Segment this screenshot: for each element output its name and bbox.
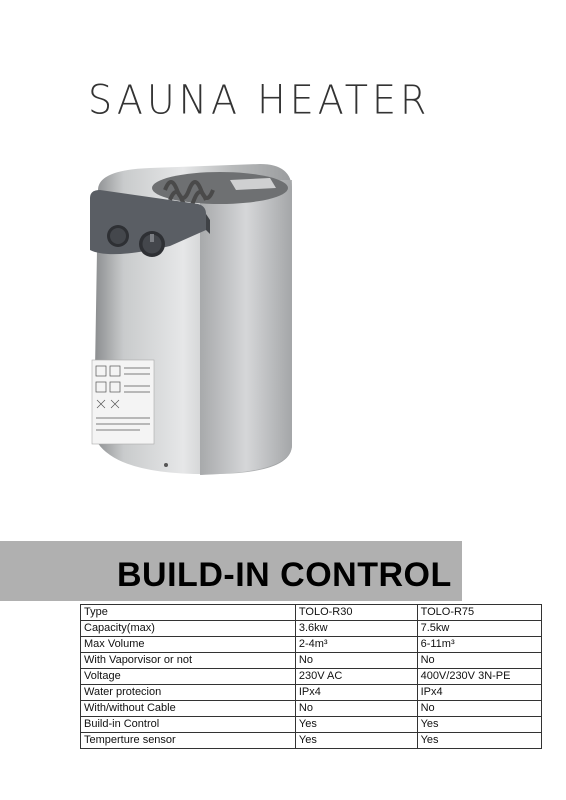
spec-label: With Vaporvisor or not <box>81 653 296 669</box>
spec-value: 7.5kw <box>417 621 541 637</box>
spec-value: Yes <box>417 733 541 749</box>
section-title: BUILD-IN CONTROL <box>117 556 452 594</box>
table-row <box>81 701 542 717</box>
spec-label: Capacity(max) <box>81 621 296 637</box>
spec-value: No <box>417 701 541 717</box>
spec-value: Yes <box>295 733 417 749</box>
spec-label: Temperture sensor <box>81 733 296 749</box>
spec-value: 230V AC <box>295 669 417 685</box>
spec-value: 2-4m³ <box>295 637 417 653</box>
spec-value: No <box>417 653 541 669</box>
spec-value: IPx4 <box>417 685 541 701</box>
spec-value: Yes <box>417 717 541 733</box>
table-row <box>81 717 542 733</box>
spec-value: TOLO-R30 <box>295 605 417 621</box>
table-row <box>81 733 542 749</box>
spec-value: 400V/230V 3N-PE <box>417 669 541 685</box>
table-row <box>81 637 542 653</box>
table-row <box>81 653 542 669</box>
spec-value: IPx4 <box>295 685 417 701</box>
spec-table <box>80 604 542 749</box>
spec-label: With/without Cable <box>81 701 296 717</box>
spec-label: Voltage <box>81 669 296 685</box>
table-row <box>81 605 542 621</box>
spec-label: Water protecion <box>81 685 296 701</box>
table-row <box>81 685 542 701</box>
spec-value: Yes <box>295 717 417 733</box>
page-title: SAUNA HEATER <box>88 76 431 124</box>
table-row <box>81 669 542 685</box>
sauna-heater-image <box>70 150 330 490</box>
table-row <box>81 621 542 637</box>
spec-value: No <box>295 701 417 717</box>
spec-value: 6-11m³ <box>417 637 541 653</box>
spec-label: Max Volume <box>81 637 296 653</box>
spec-value: TOLO-R75 <box>417 605 541 621</box>
spec-label: Build-in Control <box>81 717 296 733</box>
spec-value: 3.6kw <box>295 621 417 637</box>
spec-label: Type <box>81 605 296 621</box>
spec-value: No <box>295 653 417 669</box>
